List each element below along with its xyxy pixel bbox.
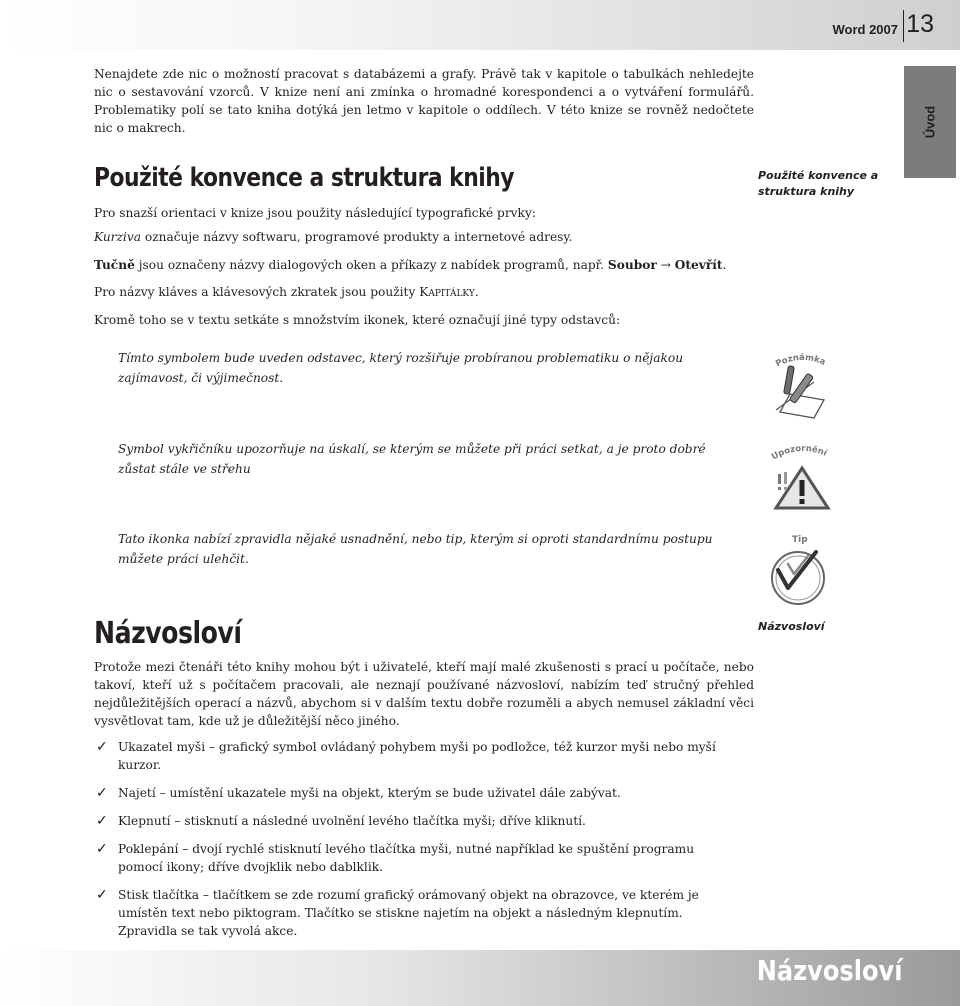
checkmark-bullet-icon: ✓ xyxy=(96,785,108,801)
tip-icon-label: Tip xyxy=(792,535,808,545)
smallcaps-convention xyxy=(94,283,754,301)
warning-paragraph: Symbol vykřičníku upozorňuje na úskalí, se kterým se můžete při práci setkat, a je proto dobré zůstat stále ve střehu xyxy=(118,442,706,476)
running-header-title: Word 2007 xyxy=(832,22,898,37)
tip-paragraph: Tato ikonka nabízí zpravidla nějaké usnadnění, nebo tip, kterým si oproti standardnímu postupu můžete práci ulehčit. xyxy=(118,532,713,566)
pencil-note-icon xyxy=(764,348,834,420)
list-item-text: Stisk tlačítka – tlačítkem se zde rozumí grafický orámovaný objekt na obrazovce, ve kterém je umístěn text nebo piktogram. Tlačítko se stiskne najetím na objekt a následným klepnutím. Zpravidla se tak vyvolá akce. xyxy=(118,888,699,938)
italic-convention xyxy=(94,228,754,246)
italic-description: označuje názvy softwaru, programové produkty a internetové adresy. xyxy=(140,230,573,244)
list-item-text: Najetí – umístění ukazatele myši na objekt, kterým se bude uživatel dále zabývat. xyxy=(118,786,621,800)
chapter-tab-label: Úvod xyxy=(922,105,938,139)
bold-description: jsou označeny názvy dialogových oken a příkazy z nabídek programů, např. xyxy=(134,258,608,272)
terminology-intro: Protože mezi čtenáři této knihy mohou být i uživatelé, kteří mají malé zkušenosti s prací u počítače, nebo takoví, kteří už s počítačem pracovali, ale neznají používané názvosloví, nabízím teď stručný přehled nejdůležitějších operací a názvů, abychom si v dalším textu dobře rozuměli a abych nemusel základní věci vysvětlovat tam, kde už je důležitější něco jiného. xyxy=(94,660,754,728)
list-item xyxy=(96,886,736,940)
period: . xyxy=(722,258,727,272)
margin-note-conventions: Použité konvence a struktura knihy xyxy=(758,169,879,198)
list-item-text: Klepnutí – stisknutí a následné uvolnění levého tlačítka myši; dříve kliknutí. xyxy=(118,814,586,828)
icons-intro: Kromě toho se v textu setkáte s množstvím ikonek, které označují jiné typy odstavců: xyxy=(94,313,621,327)
warning-icon xyxy=(764,436,834,512)
note-paragraph: Tímto symbolem bude uveden odstavec, který rozšiřuje probíranou problematiku o nějakou zajímavost, či výjimečnost. xyxy=(118,351,684,385)
smallcaps-description: Pro názvy kláves a klávesových zkratek jsou použity xyxy=(94,285,420,299)
bold-convention xyxy=(94,256,754,274)
menu-example-file: Soubor xyxy=(607,258,657,272)
menu-example-open: Otevřít xyxy=(674,258,723,272)
svg-text:Poznámka xyxy=(774,353,827,370)
menu-arrow: → xyxy=(656,258,675,272)
intro-paragraph: Nenajdete zde nic o možností pracovat s databázemi a grafy. Právě tak v kapitole o tabulkách nehledejte nic o sestavování vzorců. V knize není ani zmínka o hromadné korespondenci a o vytváření formulářů. Problematiky polí se tato kniha dotýká jen letmo v kapitole o oddílech. V této knize se rovněž nedočtete nic o makrech. xyxy=(94,67,754,135)
checkmark-bullet-icon: ✓ xyxy=(96,813,108,829)
italic-example: Kurziva xyxy=(94,230,141,244)
list-item xyxy=(96,784,736,802)
header-divider xyxy=(903,10,904,42)
checkmark-bullet-icon: ✓ xyxy=(96,887,108,903)
header-band xyxy=(0,0,960,50)
list-item xyxy=(96,840,736,876)
terminology-list xyxy=(96,738,736,950)
conventions-intro: Pro snazší orientaci v knize jsou použity následující typografické prvky: xyxy=(94,206,536,220)
svg-text:Upozornění xyxy=(770,444,829,463)
list-item-text: Poklepání – dvojí rychlé stisknutí levého tlačítka myši, nutné například ke spuštění programu pomocí ikony; dříve dvojklik nebo dablklik. xyxy=(118,842,695,874)
checkmark-bullet-icon: ✓ xyxy=(96,739,108,755)
margin-note-terminology: Názvosloví xyxy=(758,620,825,633)
checkmark-icon xyxy=(764,530,834,606)
chapter-tab xyxy=(904,66,956,178)
section-heading-conventions: Použité konvence a struktura knihy xyxy=(94,163,514,193)
period: . xyxy=(474,285,479,299)
smallcaps-example: Kapitálky xyxy=(419,285,475,299)
section-heading-terminology: Názvosloví xyxy=(94,616,242,651)
list-item xyxy=(96,812,736,830)
list-item xyxy=(96,738,736,774)
running-footer-title: Názvosloví xyxy=(756,954,902,987)
note-icon-label: Poznámka xyxy=(774,352,827,370)
warning-icon-label: Upozornění xyxy=(769,443,829,463)
checkmark-bullet-icon: ✓ xyxy=(96,841,108,857)
bold-example: Tučně xyxy=(94,258,135,272)
list-item-text: Ukazatel myši – grafický symbol ovládaný pohybem myši po podložce, též kurzor myši nebo myší kurzor. xyxy=(118,740,716,772)
page-number: 13 xyxy=(906,10,934,38)
